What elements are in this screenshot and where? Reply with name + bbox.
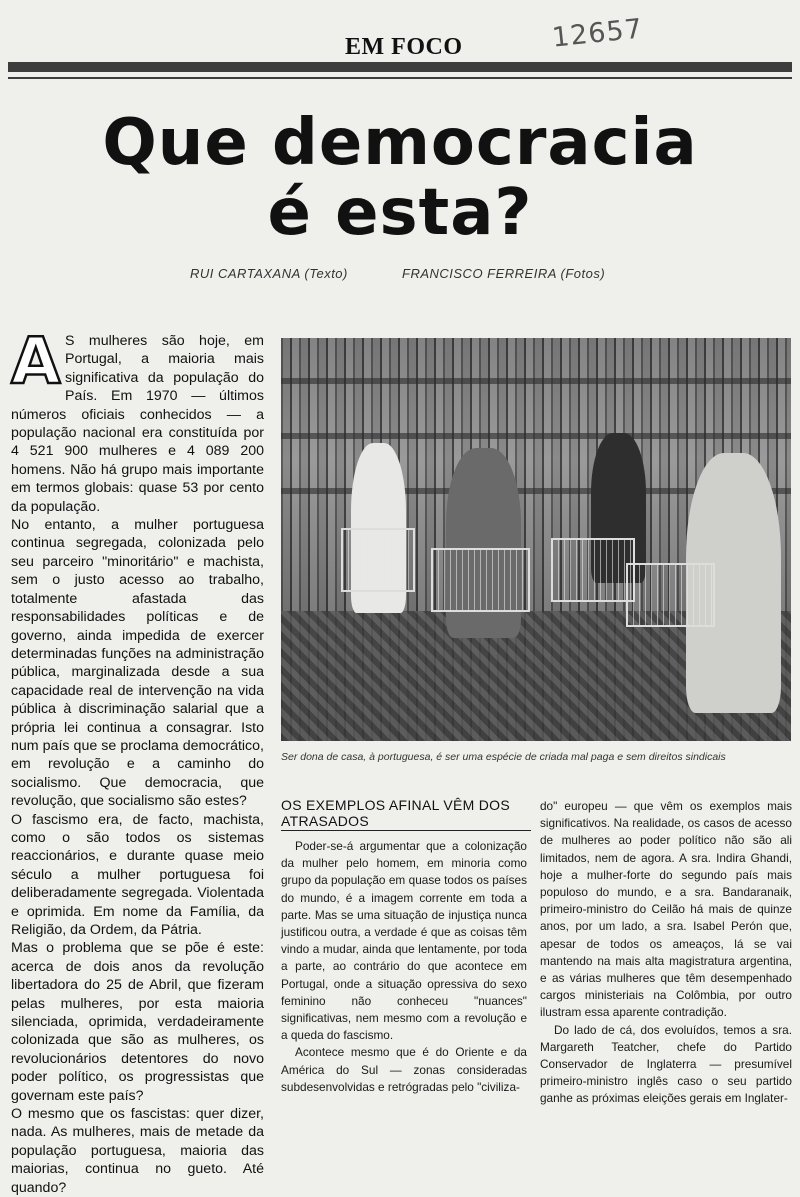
middle-column <box>281 838 527 1096</box>
credit-author: RUI CARTAXANA (Texto) <box>190 266 348 281</box>
paragraph: do" europeu — que vêm os exemplos mais significativos. Na realidade, os casos de acesso de mulheres ao poder político não são ali limitados, nem de agora. A sra. Indira Ghandi, hoje a mulher-forte do segundo país mais populoso do mundo, e a sra. Bandaranaik, primeiro-ministro do Ceilão há mais de quinze anos, por um lado, a sra. Isabel Perón que, apesar de todos os ameaços, lá se vai mantendo na mais alta magistratura argentina, e as várias mulheres que têm desempenhado cargos ministeriais na Colômbia, por outro ilustram essa aparente contradição. <box>540 799 792 1020</box>
photo-shelf <box>281 378 791 384</box>
photo-shopping-cart <box>551 538 635 602</box>
handwritten-archive-number: 12657 <box>550 13 645 54</box>
section-label: EM FOCO <box>345 34 463 60</box>
paragraph: Acontece mesmo que é do Oriente e da América do Sul — zonas consideradas subdesenvolvidas e retrógradas pelo "civiliza- <box>281 1045 527 1094</box>
photo-shelf <box>281 433 791 439</box>
paragraph: S mulheres são hoje, em Portugal, a maioria mais significativa da população do País. Em 1970 — últimos números oficiais conhecidos — a população nacional era constituída por 4 521 900 mulheres e 4 089 200 homens. Não há grupo mais importante em termos globais: quase 53 por cento da população. <box>11 333 264 515</box>
photo-shopping-cart <box>341 528 415 592</box>
right-column <box>540 798 792 1108</box>
headline-line-1: Que democracia <box>102 106 698 180</box>
dropcap: A <box>11 325 61 399</box>
paragraph: Do lado de cá, dos evoluídos, temos a sra. Margareth Teatcher, chefe do Partido Conservador de Inglaterra — presumível primeiro-ministro inglês caso o seu partido ganhe as próximas eleições gerais em Inglater- <box>540 1022 792 1106</box>
photo-caption: Ser dona de casa, à portuguesa, é ser uma espécie de criada mal paga e sem direitos sindicais <box>281 751 726 763</box>
paragraph: Mas o problema que se põe é este: acerca de dois anos da revolução libertadora do 25 de Abril, que fizeram pelas mulheres, por esta maioria silenciada, oprimida, verdadeiramente colonizada que são as mulheres, os revolucionários detentores do novo poder político, os progressistas que governam este país? <box>11 940 264 1104</box>
subheading: OS EXEMPLOS AFINAL VÊM DOS ATRASADOS <box>281 797 511 829</box>
paragraph: O fascismo era, de facto, machista, como o são todos os sistemas reaccionários, e durante quase meio século a mulher portuguesa foi deliberadamente segregada. Violentada e oprimida. Em nome da Família, da Religião, da Ordem, da Pátria. <box>11 811 264 938</box>
header-rule-thick <box>8 62 792 72</box>
credit-photographer: FRANCISCO FERREIRA (Fotos) <box>402 266 606 281</box>
header-rule-thin <box>8 77 792 79</box>
paragraph: Poder-se-á argumentar que a colonização da mulher pelo homem, em minoria como grupo da população em quase todos os países do mundo, é a imagem corrente em toda a parte. Mas se uma situação de injustiça nunca justificou outra, a verdade é que as coisas têm vindo a mudar, ainda que lentamente, por toda a parte, ao contrário do que acontece em Portugal, onde a situação opressiva do sexo feminino não conheceu "nuances" significativas, nem mesmo com a revolução e a queda do fascismo. <box>281 839 527 1043</box>
subheading-rule <box>281 830 531 831</box>
supermarket-photo <box>281 338 791 741</box>
paragraph: O mesmo que os fascistas: quer dizer, nada. As mulheres, mais de metade da população portuguesa, maioria das maiorias, continua no gueto. Até quando? <box>11 1106 264 1196</box>
photo-shopping-cart <box>431 548 530 612</box>
left-column <box>11 325 264 1197</box>
photo-shopping-cart <box>626 563 715 627</box>
paragraph: No entanto, a mulher portuguesa continua segregada, colonizada pelo seu parceiro "minoritário" e machista, sem o justo acesso ao trabalho, totalmente afastada das responsabilidades políticas e de governo, ainda impedida de exercer determinadas funções na administração pública, marginalizada desde a sua capacidade real de intervenção na vida pública à discriminação salarial que a própria lei continua a consagrar. Isto num país que se proclama democrático, em revolução e a caminho do socialismo. Que democracia, que revolução, que socialismo são estes? <box>11 517 264 810</box>
headline-line-2: é esta? <box>267 176 533 250</box>
headline <box>0 108 800 248</box>
